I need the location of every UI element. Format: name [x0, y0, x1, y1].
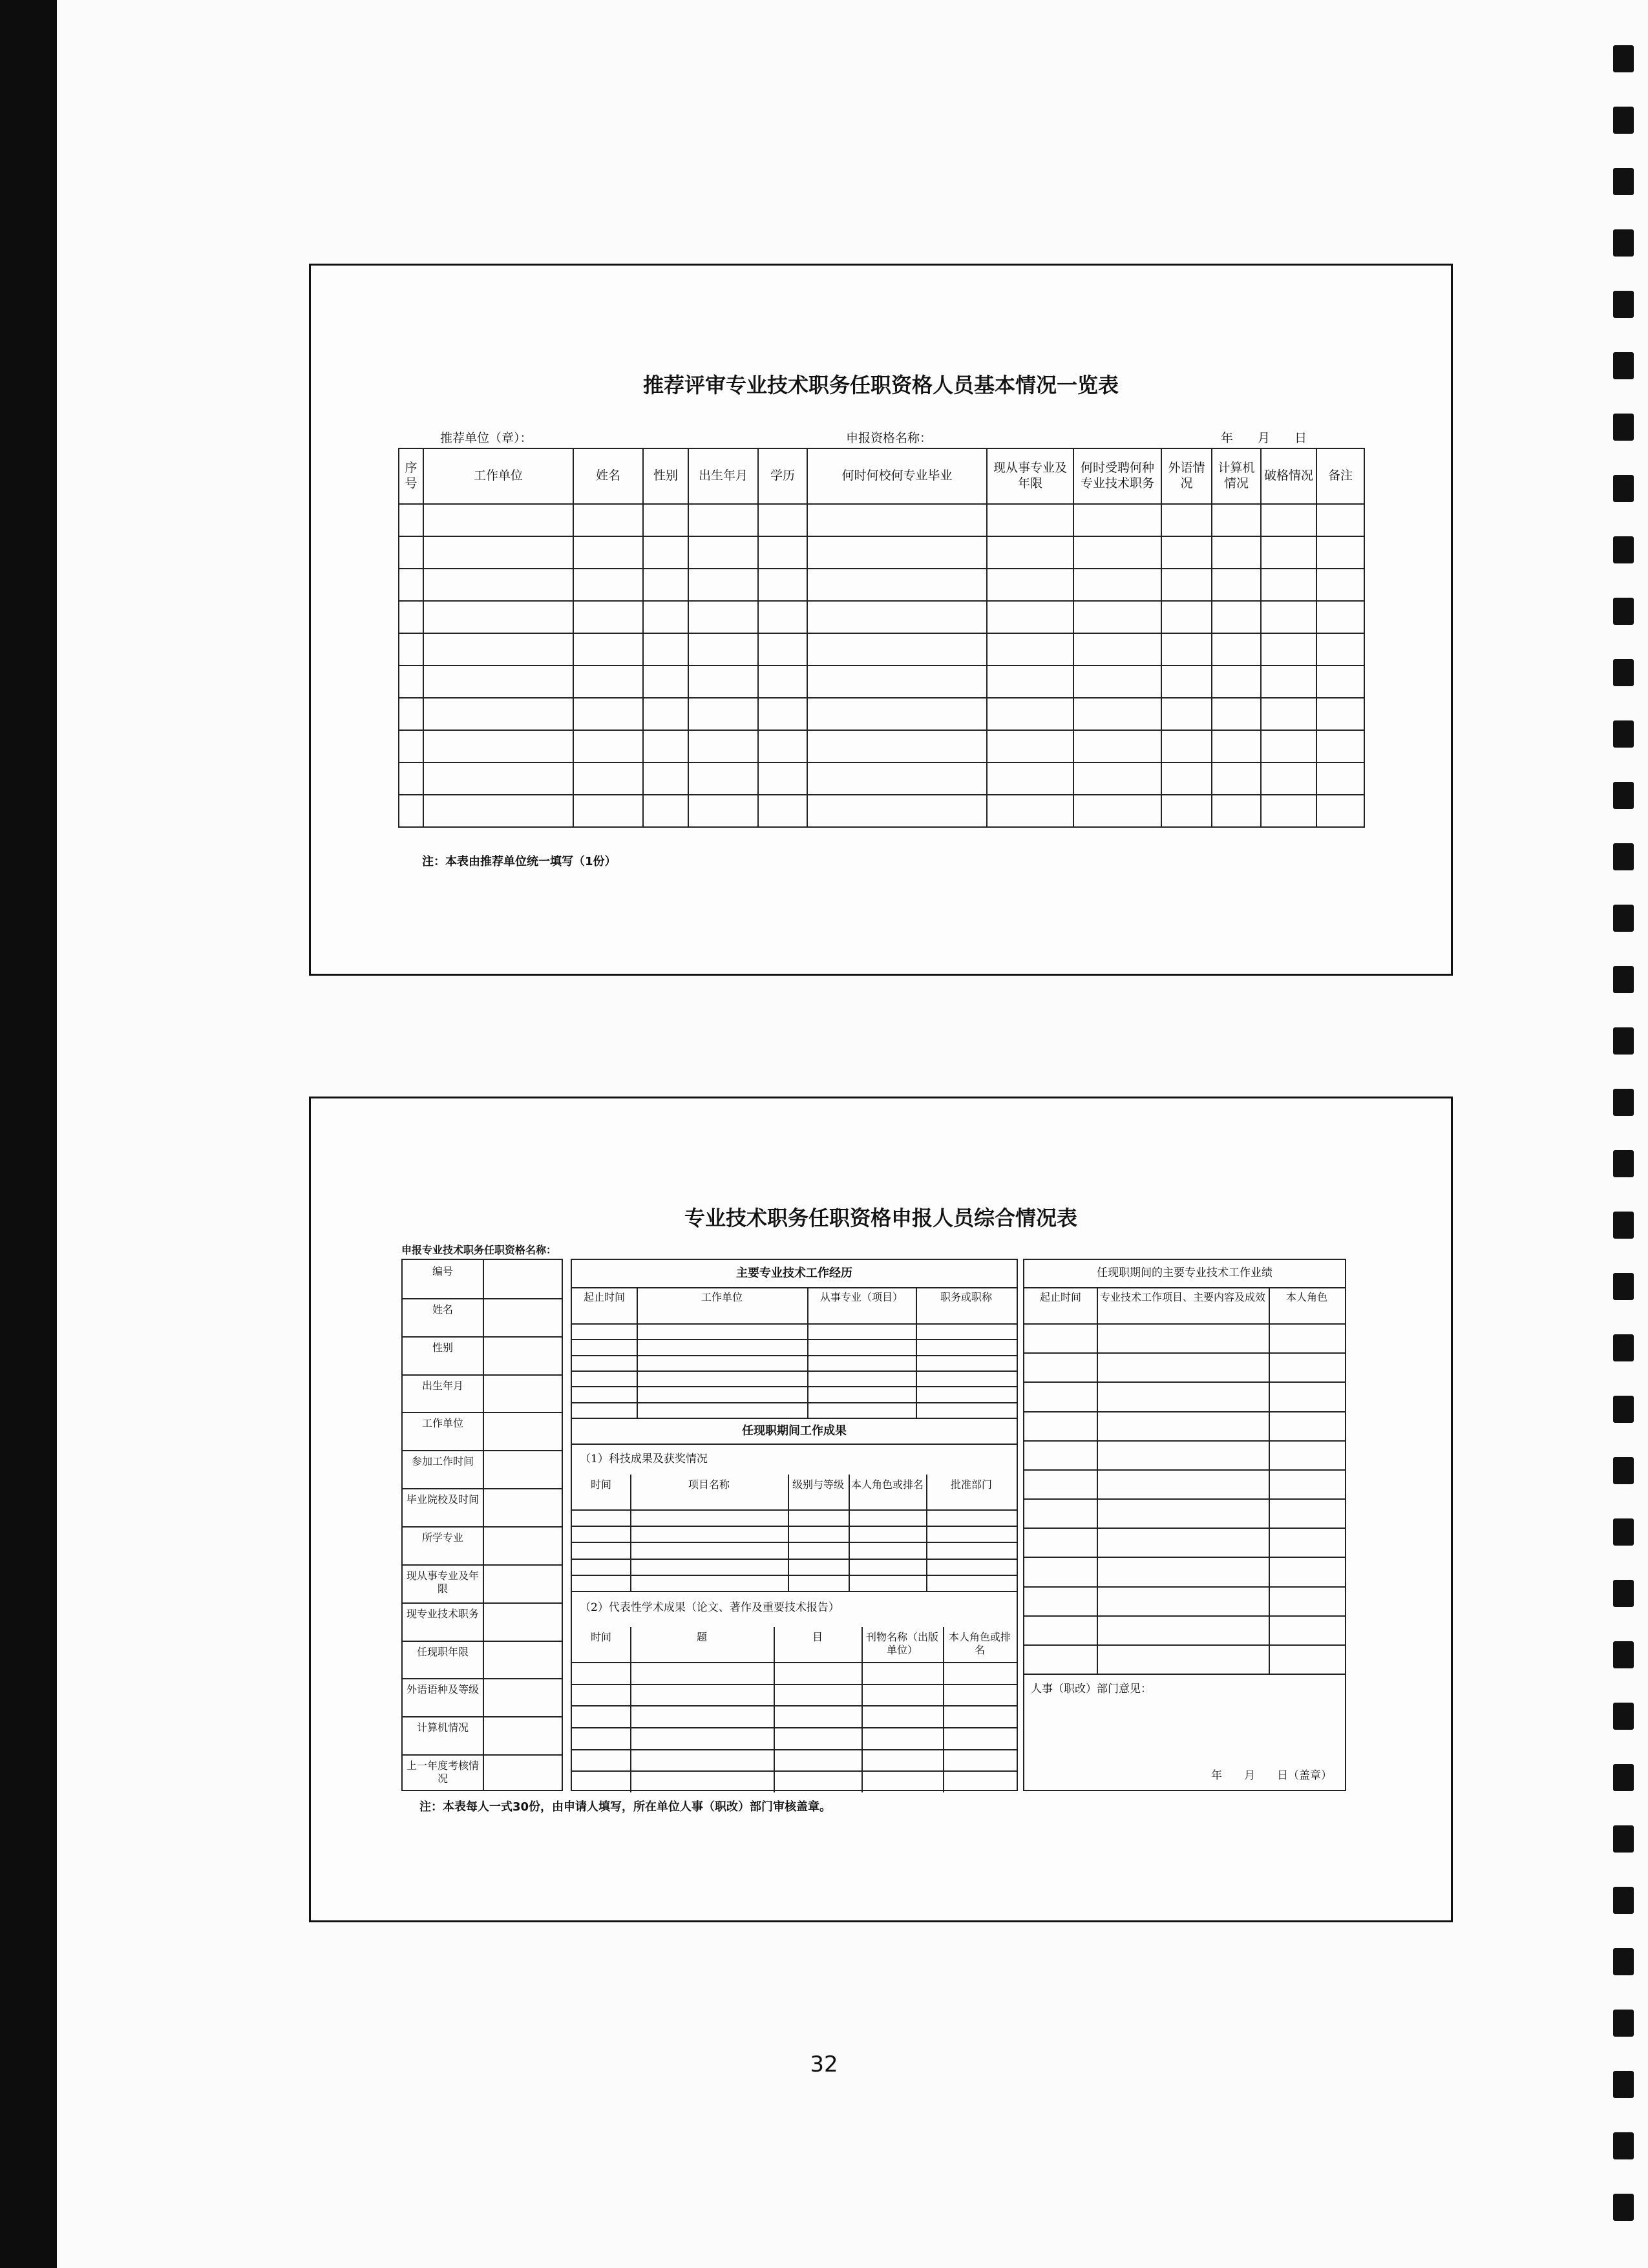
form1-cell[interactable]	[987, 504, 1073, 536]
form2-field-value[interactable]	[485, 1376, 562, 1411]
form1-cell[interactable]	[758, 569, 807, 601]
hr-date-label: 年 月 日（盖章）	[1211, 1769, 1332, 1782]
form1-cell[interactable]	[1212, 698, 1261, 730]
binder-ring	[1613, 1825, 1634, 1853]
form2-field-label: 性别	[432, 1341, 453, 1354]
form1-cell[interactable]	[423, 666, 573, 698]
form1-cell[interactable]	[807, 601, 987, 633]
performance-column-header: 本人角色	[1285, 1291, 1327, 1303]
form2-field-label: 出生年月	[421, 1379, 463, 1392]
form1-cell[interactable]	[1261, 795, 1316, 827]
form2-field-value[interactable]	[485, 1299, 562, 1335]
achievements-title: 任现职期间工作成果	[742, 1424, 847, 1438]
sci-column-header: 本人角色或排名	[850, 1478, 924, 1491]
form1-cell[interactable]	[423, 698, 573, 730]
form1-cell[interactable]	[1261, 633, 1316, 666]
form1-table-row	[399, 762, 1364, 795]
pub-column-header: 刊物名称（出版单位）	[865, 1631, 938, 1656]
form2-right-block	[1023, 1259, 1346, 1791]
form2-field-value[interactable]	[485, 1756, 562, 1791]
form1-cell[interactable]	[1316, 795, 1364, 827]
form2-middle-block	[571, 1259, 1018, 1791]
form1-cell[interactable]	[1261, 569, 1316, 601]
form1-cell[interactable]	[1073, 730, 1161, 762]
form2-field-label: 上一年度考核情况	[406, 1759, 479, 1785]
binder-ring	[1613, 536, 1634, 563]
form1-cell[interactable]	[643, 698, 688, 730]
form1-cell[interactable]	[688, 795, 758, 827]
binder-ring	[1613, 229, 1634, 257]
binder-ring	[1613, 1703, 1634, 1730]
form2-field-value[interactable]	[485, 1642, 562, 1677]
binder-ring	[1613, 1089, 1634, 1116]
performance-column-header: 专业技术工作项目、主要内容及成效	[1099, 1291, 1265, 1303]
form1-cell[interactable]	[987, 762, 1073, 795]
form1-cell[interactable]	[399, 504, 423, 536]
form2-qualification-label: 申报专业技术职务任职资格名称：	[401, 1244, 557, 1256]
binder-ring	[1613, 966, 1634, 993]
form1-cell[interactable]	[1261, 504, 1316, 536]
sci-column-header: 项目名称	[688, 1478, 730, 1491]
form1-cell[interactable]	[807, 762, 987, 795]
form1-column-header: 备注	[1316, 448, 1364, 504]
form1-cell[interactable]	[1161, 601, 1212, 633]
form1-cell[interactable]	[987, 569, 1073, 601]
sci-column-header: 时间	[590, 1478, 611, 1491]
form2-field-value[interactable]	[485, 1261, 562, 1297]
form1-cell[interactable]	[1161, 730, 1212, 762]
performance-title: 任现职期间的主要专业技术工作业绩	[1097, 1266, 1273, 1279]
form1-cell[interactable]	[643, 762, 688, 795]
form2-field-label: 现从事专业及年限	[406, 1569, 479, 1595]
form1-date-label: 年 月 日	[1221, 431, 1307, 445]
form1-cell[interactable]	[987, 730, 1073, 762]
binder-ring	[1613, 843, 1634, 870]
binder-ring	[1613, 352, 1634, 379]
form1-cell[interactable]	[399, 795, 423, 827]
binder-ring	[1613, 1764, 1634, 1791]
form2-field-label: 姓名	[432, 1303, 453, 1316]
form1-cell[interactable]	[573, 698, 643, 730]
experience-column-header: 工作单位	[701, 1291, 743, 1303]
form1-cell[interactable]	[1261, 730, 1316, 762]
form1-cell[interactable]	[758, 762, 807, 795]
sci-title: （1）科技成果及获奖情况	[580, 1453, 708, 1465]
form2-field-label: 计算机情况	[416, 1721, 469, 1734]
form2-basic-info	[401, 1259, 563, 1791]
form2-field-value[interactable]	[485, 1489, 562, 1525]
form2-field-value[interactable]	[485, 1679, 562, 1715]
form1-cell[interactable]	[573, 569, 643, 601]
form1-cell[interactable]	[1212, 762, 1261, 795]
form1-cell[interactable]	[1161, 795, 1212, 827]
binder-ring	[1613, 659, 1634, 686]
binder-ring	[1613, 291, 1634, 318]
sci-column-header: 级别与等级	[792, 1478, 844, 1491]
pub-column-header: 时间	[590, 1631, 611, 1643]
form1-cell[interactable]	[1212, 730, 1261, 762]
form1-cell[interactable]	[399, 633, 423, 666]
form1-cell[interactable]	[987, 633, 1073, 666]
experience-column-header: 职务或职称	[940, 1291, 992, 1303]
form1-cell[interactable]	[1073, 666, 1161, 698]
binder-ring	[1613, 1641, 1634, 1668]
form1-column-header: 现从事专业及年限	[987, 448, 1073, 504]
form1-cell[interactable]	[1316, 601, 1364, 633]
form1-cell[interactable]	[1261, 762, 1316, 795]
form2-field-value[interactable]	[485, 1528, 562, 1563]
form1-table-row	[399, 795, 1364, 827]
form1-cell[interactable]	[643, 536, 688, 569]
form1-cell[interactable]	[1212, 504, 1261, 536]
form1-cell[interactable]	[758, 730, 807, 762]
form1-cell[interactable]	[1316, 730, 1364, 762]
form1-cell[interactable]	[1073, 504, 1161, 536]
form2-field-value[interactable]	[485, 1338, 562, 1373]
form1-table-row	[399, 633, 1364, 666]
form1-cell[interactable]	[423, 536, 573, 569]
form1-cell[interactable]	[423, 795, 573, 827]
form1-cell[interactable]	[573, 633, 643, 666]
hr-opinion-label: 人事（职改）部门意见：	[1031, 1683, 1152, 1696]
experience-title: 主要专业技术工作经历	[736, 1266, 852, 1280]
form1-cell[interactable]	[688, 536, 758, 569]
form1-cell[interactable]	[758, 795, 807, 827]
form1-column-header: 何时受聘何种专业技术职务	[1073, 448, 1161, 504]
form1-cell[interactable]	[688, 569, 758, 601]
form1-cell[interactable]	[1316, 666, 1364, 698]
form1-cell[interactable]	[399, 698, 423, 730]
binder-ring	[1613, 107, 1634, 134]
binder-ring	[1613, 1150, 1634, 1177]
form1-column-header: 计算机情况	[1212, 448, 1261, 504]
form2-field-value[interactable]	[485, 1604, 562, 1639]
form1-cell[interactable]	[423, 601, 573, 633]
binder-ring	[1613, 2010, 1634, 2037]
form1-cell[interactable]	[1161, 569, 1212, 601]
binder-ring	[1613, 598, 1634, 625]
form1-table	[398, 448, 1365, 828]
form1-cell[interactable]	[399, 601, 423, 633]
form1-cell[interactable]	[688, 762, 758, 795]
form1-cell[interactable]	[423, 633, 573, 666]
form1-column-header: 何时何校何专业毕业	[807, 448, 987, 504]
form1-cell[interactable]	[758, 698, 807, 730]
form1-cell[interactable]	[423, 762, 573, 795]
form1-cell[interactable]	[807, 795, 987, 827]
form1-column-header: 外语情况	[1161, 448, 1212, 504]
form1-column-header: 出生年月	[688, 448, 758, 504]
form1-cell[interactable]	[1261, 536, 1316, 569]
form1-cell[interactable]	[643, 601, 688, 633]
form1-cell[interactable]	[643, 633, 688, 666]
experience-column-header: 从事专业（项目）	[819, 1291, 903, 1303]
binder-ring	[1613, 1887, 1634, 1914]
pub-title: （2）代表性学术成果（论文、著作及重要技术报告）	[580, 1601, 840, 1614]
pub-column-header: 目	[812, 1631, 823, 1643]
binder-ring	[1613, 168, 1634, 195]
form1-cell[interactable]	[1161, 536, 1212, 569]
form1-cell[interactable]	[573, 504, 643, 536]
form1-cell[interactable]	[1261, 698, 1316, 730]
form1-cell[interactable]	[643, 730, 688, 762]
form1-cell[interactable]	[688, 504, 758, 536]
form1-column-header: 破格情况	[1261, 448, 1316, 504]
form1-cell[interactable]	[1161, 666, 1212, 698]
form1-recommender-label: 推荐单位（章）：	[440, 431, 533, 445]
form1-cell[interactable]	[1212, 536, 1261, 569]
binder-ring	[1613, 905, 1634, 932]
form2-field-label: 任现职年限	[416, 1645, 469, 1658]
form1-cell[interactable]	[758, 601, 807, 633]
experience-column-header: 起止时间	[583, 1291, 625, 1303]
form1-cell[interactable]	[399, 666, 423, 698]
form1-cell[interactable]	[1161, 504, 1212, 536]
form2-field-value[interactable]	[485, 1451, 562, 1487]
form1-cell[interactable]	[807, 633, 987, 666]
form1-cell[interactable]	[1316, 504, 1364, 536]
form1-cell[interactable]	[688, 601, 758, 633]
form1-title: 推荐评审专业技术职务任职资格人员基本情况一览表	[642, 373, 1119, 397]
binder-ring	[1613, 1396, 1634, 1423]
form1-table-row	[399, 504, 1364, 536]
form1-cell[interactable]	[807, 536, 987, 569]
binder-ring	[1613, 1948, 1634, 1975]
binder-ring	[1613, 1273, 1634, 1300]
form1-cell[interactable]	[987, 698, 1073, 730]
form2-field-label: 所学专业	[421, 1531, 463, 1544]
form1-cell[interactable]	[1316, 762, 1364, 795]
binder-ring	[1613, 720, 1634, 748]
binder-ring	[1613, 1457, 1634, 1484]
binder-ring	[1613, 45, 1634, 72]
form1-cell[interactable]	[1261, 666, 1316, 698]
form2-note: 注：本表每人一式30份，由申请人填写，所在单位人事（职改）部门审核盖章。	[419, 1800, 832, 1814]
form1-cell[interactable]	[1316, 633, 1364, 666]
form1-cell[interactable]	[1161, 762, 1212, 795]
form2-field-value[interactable]	[485, 1717, 562, 1753]
form2-field-label: 参加工作时间	[411, 1455, 474, 1468]
form1-cell[interactable]	[573, 762, 643, 795]
binder-ring	[1613, 475, 1634, 502]
binder-ring	[1613, 782, 1634, 809]
form2-field-value[interactable]	[485, 1566, 562, 1601]
form1-column-header: 学历	[758, 448, 807, 504]
form1-cell[interactable]	[1212, 633, 1261, 666]
pub-column-header: 本人角色或排名	[948, 1631, 1011, 1656]
form2-frame	[309, 1097, 1453, 1922]
form1-table-row	[399, 666, 1364, 698]
form1-cell[interactable]	[807, 730, 987, 762]
form2-field-value[interactable]	[485, 1413, 562, 1449]
form2-field-label: 外语语种及等级	[406, 1683, 479, 1696]
form2-field-label: 工作单位	[421, 1417, 463, 1430]
form1-cell[interactable]	[688, 698, 758, 730]
form1-cell[interactable]	[643, 666, 688, 698]
form1-cell[interactable]	[1073, 795, 1161, 827]
form1-cell[interactable]	[1316, 569, 1364, 601]
form1-cell[interactable]	[688, 666, 758, 698]
form1-cell[interactable]	[573, 730, 643, 762]
form1-cell[interactable]	[1073, 569, 1161, 601]
form1-cell[interactable]	[1073, 633, 1161, 666]
form1-cell[interactable]	[1161, 698, 1212, 730]
form2-title: 专业技术职务任职资格申报人员综合情况表	[684, 1206, 1077, 1230]
form1-cell[interactable]	[399, 762, 423, 795]
form1-cell[interactable]	[987, 795, 1073, 827]
binder-ring	[1613, 1212, 1634, 1239]
form1-table-row	[399, 698, 1364, 730]
form1-cell[interactable]	[758, 666, 807, 698]
form1-cell[interactable]	[758, 504, 807, 536]
form1-cell[interactable]	[688, 730, 758, 762]
binding-spine	[0, 0, 57, 2268]
form1-cell[interactable]	[423, 504, 573, 536]
form1-column-header: 序号	[399, 448, 423, 504]
form1-cell[interactable]	[758, 633, 807, 666]
form1-cell[interactable]	[807, 666, 987, 698]
form2-field-label: 现专业技术职务	[406, 1607, 479, 1620]
form1-table-row	[399, 601, 1364, 633]
performance-column-header: 起止时间	[1039, 1291, 1081, 1303]
form1-cell[interactable]	[1212, 795, 1261, 827]
binder-ring	[1613, 414, 1634, 441]
binder-ring	[1613, 2132, 1634, 2159]
form1-cell[interactable]	[758, 536, 807, 569]
binder-ring	[1613, 2194, 1634, 2221]
form1-cell[interactable]	[1316, 536, 1364, 569]
form1-cell[interactable]	[807, 504, 987, 536]
binder-ring	[1613, 1580, 1634, 1607]
form1-cell[interactable]	[1316, 698, 1364, 730]
binder-ring	[1613, 1334, 1634, 1361]
form1-cell[interactable]	[1073, 698, 1161, 730]
form1-frame	[309, 264, 1453, 976]
form1-cell[interactable]	[1212, 601, 1261, 633]
form1-cell[interactable]	[987, 666, 1073, 698]
form2-field-label: 编号	[432, 1265, 453, 1277]
pub-column-header: 题	[696, 1631, 707, 1643]
form1-cell[interactable]	[643, 795, 688, 827]
form1-cell[interactable]	[573, 601, 643, 633]
form1-column-header: 姓名	[573, 448, 643, 504]
form1-column-header: 工作单位	[423, 448, 573, 504]
form1-cell[interactable]	[423, 569, 573, 601]
form1-cell[interactable]	[807, 569, 987, 601]
page-number: 32	[810, 2052, 838, 2077]
form1-cell[interactable]	[643, 569, 688, 601]
form1-cell[interactable]	[399, 730, 423, 762]
sci-column-header: 批准部门	[950, 1478, 992, 1491]
form1-note: 注：本表由推荐单位统一填写（1份）	[422, 855, 617, 868]
form1-cell[interactable]	[573, 536, 643, 569]
form1-cell[interactable]	[573, 666, 643, 698]
binder-ring	[1613, 1027, 1634, 1055]
form1-table-row	[399, 569, 1364, 601]
form2-field-label: 毕业院校及时间	[406, 1493, 479, 1506]
form1-cell[interactable]	[1073, 536, 1161, 569]
form1-cell[interactable]	[987, 601, 1073, 633]
form1-cell[interactable]	[1161, 633, 1212, 666]
form1-column-header: 性别	[643, 448, 688, 504]
form1-cell[interactable]	[573, 795, 643, 827]
form1-cell[interactable]	[688, 633, 758, 666]
form1-cell[interactable]	[1073, 601, 1161, 633]
form1-cell[interactable]	[987, 536, 1073, 569]
form1-cell[interactable]	[1212, 666, 1261, 698]
form1-qualification-label: 申报资格名称：	[846, 431, 933, 445]
form1-table-row	[399, 730, 1364, 762]
form1-table-row	[399, 536, 1364, 569]
form1-cell[interactable]	[1261, 601, 1316, 633]
binder-ring	[1613, 1518, 1634, 1546]
form1-cell[interactable]	[399, 569, 423, 601]
form1-cell[interactable]	[643, 504, 688, 536]
form1-cell[interactable]	[423, 730, 573, 762]
form1-cell[interactable]	[1212, 569, 1261, 601]
form1-cell[interactable]	[399, 536, 423, 569]
form1-cell[interactable]	[807, 698, 987, 730]
form1-cell[interactable]	[1073, 762, 1161, 795]
